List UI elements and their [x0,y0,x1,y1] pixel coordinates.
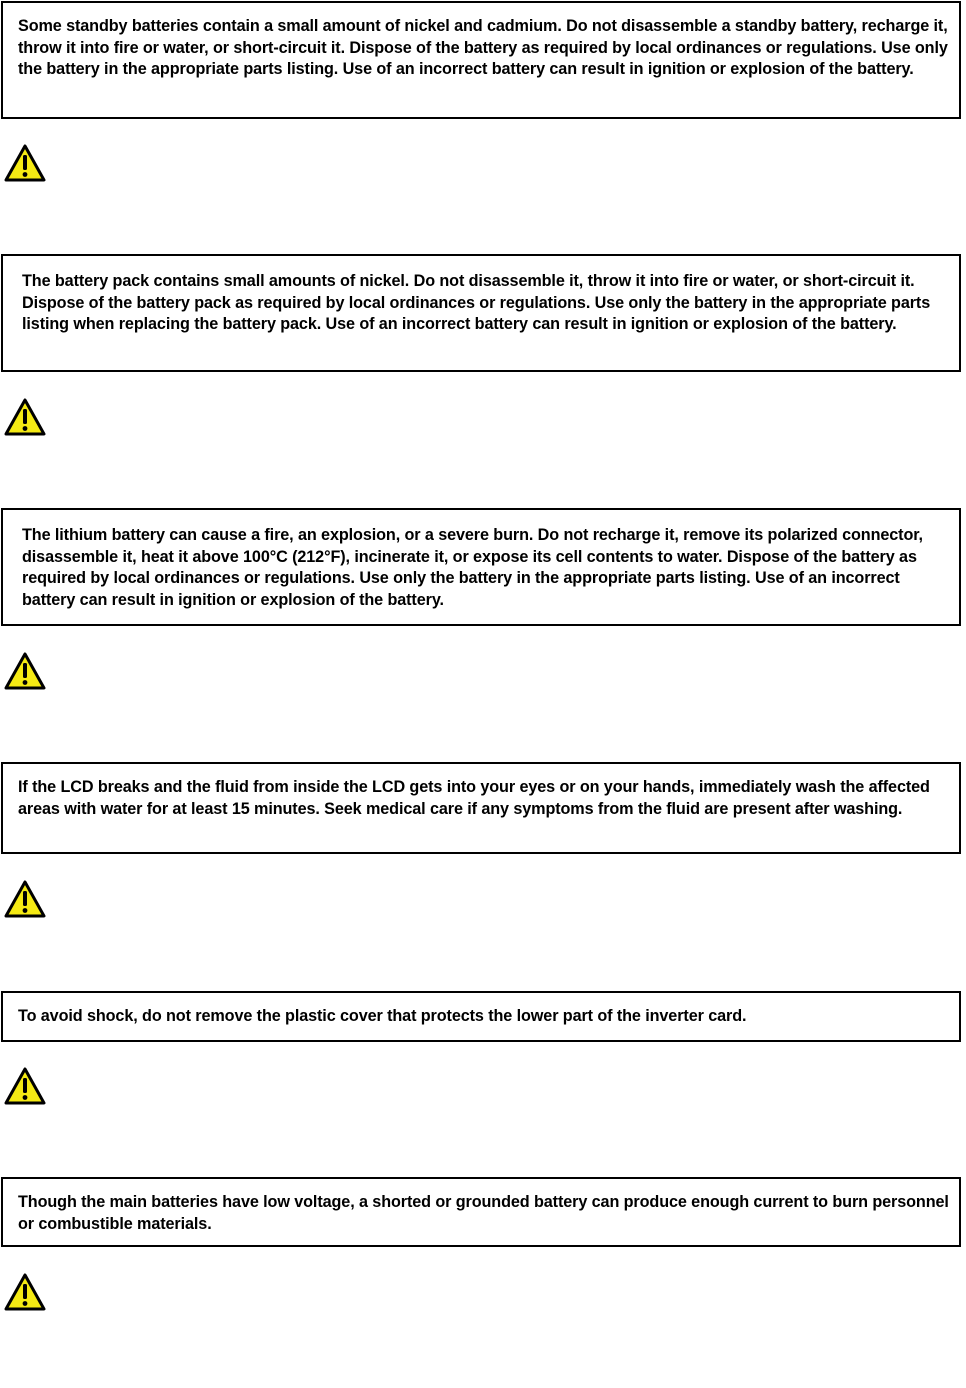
danger-notice-shock [1,991,961,1042]
warning-triangle-icon [3,651,47,691]
caution-notice-standby-battery [1,1,961,119]
warning-triangle-icon [3,397,47,437]
notice-text: If the LCD breaks and the fluid from inside the LCD gets into your eyes or on your hands, immediately wash the affected areas with water for at least 15 minutes. Seek medical care if any symptoms from the fluid are present after washing. [18,778,930,818]
caution-notice-lcd-fluid [1,762,961,854]
warning-triangle-icon [3,1066,47,1106]
caution-notice-battery-pack [1,254,961,372]
notice-text: To avoid shock, do not remove the plastic cover that protects the lower part of the inverter card. [18,1007,747,1025]
warning-triangle-icon [3,879,47,919]
warning-triangle-icon [3,1272,47,1312]
danger-notice-lithium-battery [1,508,961,626]
caution-notice-main-batteries [1,1177,961,1247]
notice-text: Some standby batteries contain a small amount of nickel and cadmium. Do not disassemble a standby battery, recharge it, throw it into fire or water, or short-circuit it. Dispose of the battery as required by local ordinances or regulations. Use only the battery in the appropriate parts listing. Use of an incorrect battery can result in ignition or explosion of the battery. [18,17,948,78]
notice-text: Though the main batteries have low voltage, a shorted or grounded battery can produce enough current to burn personnel or combustible materials. [18,1193,949,1233]
notice-text: The battery pack contains small amounts of nickel. Do not disassemble it, throw it into fire or water, or short-circuit it. Dispose of the battery pack as required by local ordinances or regulations. Use only the battery in the appropriate parts listing when replacing the battery pack. Use of an incorrect battery can result in ignition or explosion of the battery. [22,272,931,333]
notice-text: The lithium battery can cause a fire, an explosion, or a severe burn. Do not recharge it, remove its polarized connector, disassemble it, heat it above 100°C (212°F), incinerate it, or expose its cell contents to water. Dispose of the battery as required by local ordinances or regulations. Use only the battery in the appropriate parts listing. Use of an incorrect battery can result in ignition or explosion of the battery. [22,526,923,609]
warning-triangle-icon [3,143,47,183]
